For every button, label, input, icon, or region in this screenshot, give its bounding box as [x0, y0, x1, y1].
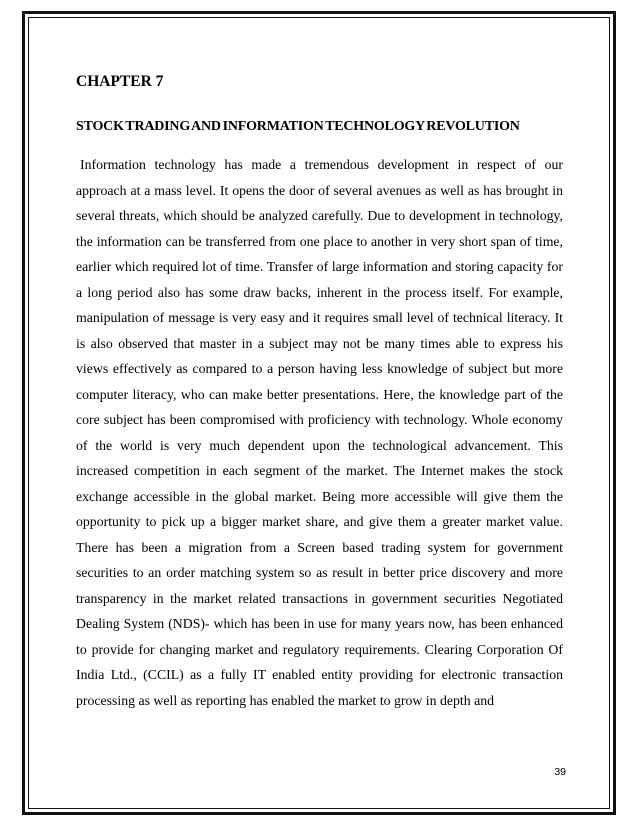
chapter-title: STOCK TRADING AND INFORMATION TECHNOLOGY REVOLUTION [76, 119, 520, 134]
chapter-heading: CHAPTER 7 [76, 73, 164, 90]
page-number: 39 [554, 766, 566, 778]
page-content [76, 72, 563, 713]
body-paragraph: Information technology has made a tremendous development in respect of our approach at a mass level. It opens the door of several avenues as well as has brought in several threats, which should be analyzed carefully. Due to development in technology, the information can be transferred from one place to another in very short span of time, earlier which required lot of time. Transfer of large information and storing capacity for a long period also has some draw backs, inherent in the process itself. For example, manipulation of message is very easy and it requires small level of technical literacy. It is also observed that master in a subject may not be many times able to express his views effectively as compared to a person having less knowledge of subject but more computer literacy, who can make better presentations. Here, the knowledge part of the core subject has been compromised with proficiency with technology. Whole economy of the world is very much dependent upon the technological advancement. This increased competition in each segment of the market. The Internet makes the stock exchange accessible in the global market. Being more accessible will give them the opportunity to pick up a bigger market share, and give them a greater market value. There has been a migration from a Screen based trading system for government securities to an order matching system so as result in better price discovery and more transparency in the market related transactions in government securities Negotiated Dealing System (NDS)- which has been in use for many years now, has been enhanced to provide for changing market and regulatory requirements. Clearing Corporation Of India Ltd., (CCIL) as a fully IT enabled entity providing for electronic transaction processing as well as reporting has enabled the market to grow in depth and [76, 157, 563, 708]
